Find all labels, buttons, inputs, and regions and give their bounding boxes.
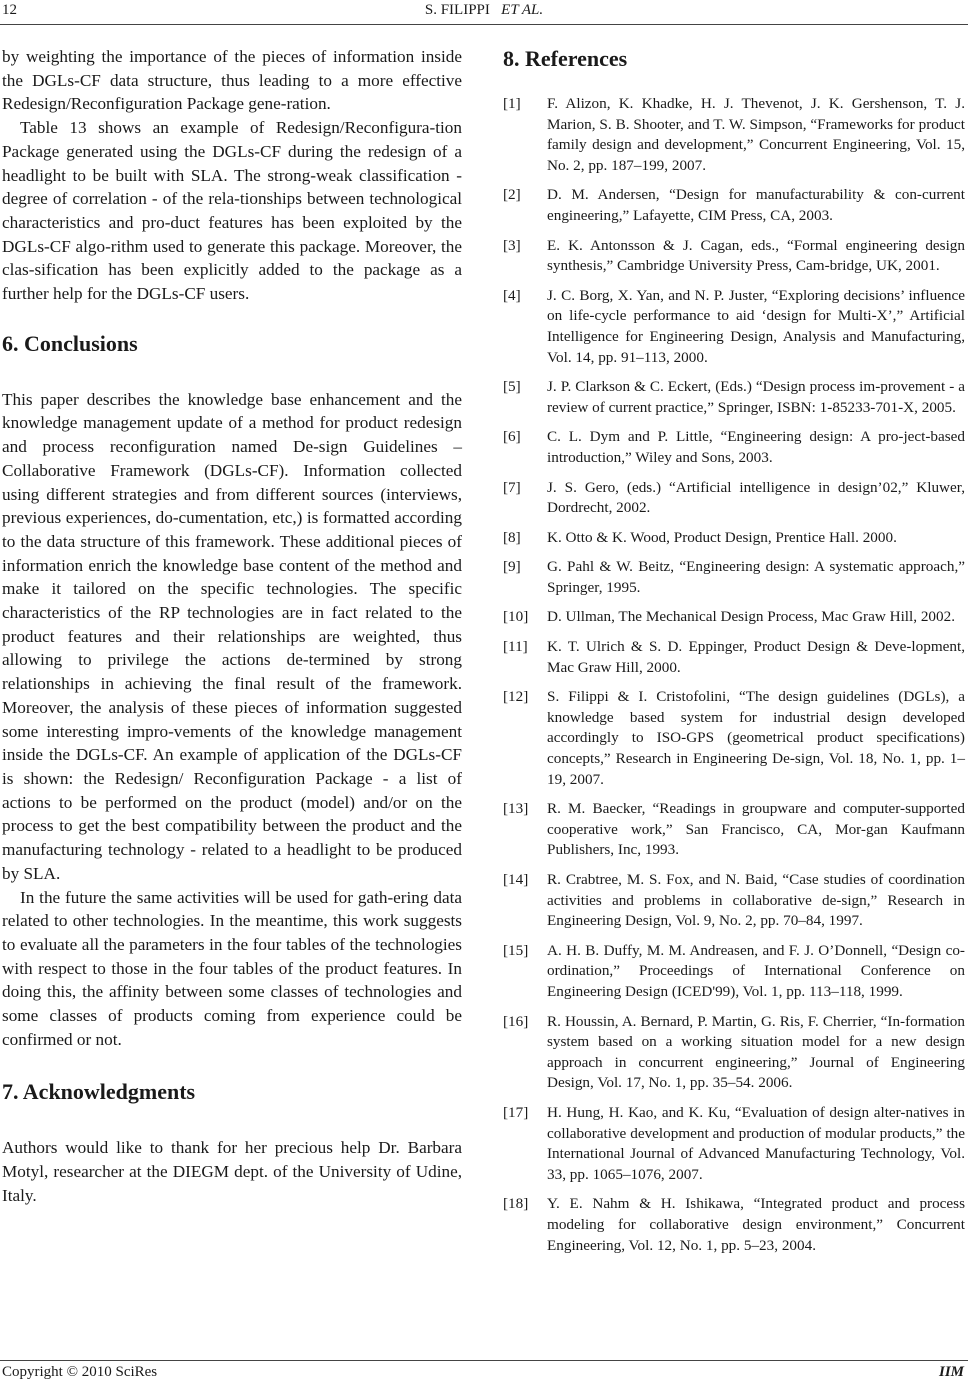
reference-item (503, 185, 965, 226)
reference-text: Y. E. Nahm & H. Ishikawa, “Integrated product and process modeling for collaborative design environment,” Concurrent Engineering, Vol. 12, No. 1, pp. 5–23, 2004. (547, 1195, 965, 1254)
reference-text: F. Alizon, K. Khadke, H. J. Thevenot, J. K. Gershenson, T. J. Marion, S. B. Shooter, and T. W. Simpson, “Frameworks for product family design and development,” Concurrent Engineering, Vol. 15, No. 2, pp. 187–199, 2007. (547, 95, 965, 174)
reference-number: [11] (503, 638, 528, 656)
reference-number: [1] (503, 95, 521, 112)
reference-number: [10] (503, 608, 529, 626)
reference-text: R. M. Baecker, “Readings in groupware and computer-supported cooperative work,” San Francisco, CA, Mor-gan Kaufmann Publishers, Inc, 1993. (547, 800, 965, 859)
reference-text: A. H. B. Duffy, M. M. Andreasen, and F. J. O’Donnell, “Design co-ordination,” Proceedings of International Conference on Engineering Design (ICED'99), Vol. 1, pp. 113–118, 1999. (547, 941, 965, 1000)
conclusions-paragraph-1: This paper describes the knowledge base enhancement and the knowledge management update of a method for product redesign and process reconfiguration named De-sign Guidelines – Collaborative Framework (DGLs-CF). Information collected using different strategies and from different sources (interviews, previous experiences, do-cumentation, etc,) is formatted according to the data structure of this framework. These additional pieces of information enrich the knowledge base content of the method and make it tailored on the specific technologies. The specific characteristics of the RP technologies are in fact related to the product features and their relationships are weighted, thus allowing to privilege the actions de-termined by strong relationships in achieving the final result of the framework. Moreover, the analysis of these pieces of information suggested some interesting impro-vements of the knowledge management inside the DGLs-CF. An example of application of the DGLs-CF is shown: the Redesign/ Reconfiguration Package - a list of actions to be performed on the product (model) and/or on the process to get the best compatibility between the product and the manufacturing technology - related to a headlight to be produced by SLA. (2, 389, 462, 883)
reference-item (503, 607, 965, 628)
reference-number: [12] (503, 688, 529, 706)
reference-number: [7] (503, 478, 521, 496)
reference-text: C. L. Dym and P. Little, “Engineering design: A pro-ject-based introduction,” Wiley and Sons, 2003. (547, 428, 965, 466)
reference-number: [2] (503, 186, 521, 204)
left-column (2, 40, 462, 1208)
reference-item (503, 1194, 965, 1256)
acknowledgments-heading: 7. Acknowledgments (2, 1079, 196, 1105)
reference-text: R. Crabtree, M. S. Fox, and N. Baid, “Case studies of coordination activities and problems in collaborative de-sign,” Research in Engineering Design, Vol. 9, No. 2, pp. 70–84, 1997. (547, 871, 965, 930)
reference-number: [18] (503, 1195, 529, 1213)
reference-item (503, 478, 965, 519)
reference-item (503, 1012, 965, 1094)
reference-number: [6] (503, 428, 521, 446)
reference-number: [15] (503, 941, 529, 959)
reference-number: [17] (503, 1103, 529, 1121)
reference-item (503, 941, 965, 1003)
reference-number: [3] (503, 236, 521, 254)
references-list (503, 94, 965, 1256)
reference-item (503, 286, 965, 368)
reference-item (503, 427, 965, 468)
reference-item (503, 637, 965, 678)
reference-text: J. P. Clarkson & C. Eckert, (Eds.) “Design process im-provement - a review of current practice,” Springer, ISBN: 1-85233-701-X, 2005. (547, 378, 965, 416)
reference-item (503, 377, 965, 418)
reference-text: S. Filippi & I. Cristofolini, “The design guidelines (DGLs), a knowledge based system for industrial design developed accordingly to ISO-GPS (geometrical product specifications) concepts,” Research in Engineering De-sign, Vol. 18, No. 1, pp. 1–19, 2007. (547, 688, 965, 788)
page-footer (0, 1363, 968, 1385)
reference-number: [14] (503, 871, 529, 888)
reference-item (503, 528, 965, 549)
reference-text: K. Otto & K. Wood, Product Design, Prentice Hall. 2000. (547, 528, 897, 546)
reference-item (503, 557, 965, 598)
reference-item (503, 870, 965, 932)
conclusions-paragraph-2: In the future the same activities will be used for gath-ering data related to other technologies. In the meantime, this work suggests to evaluate all the parameters in the four tables of the technologies with respect to those in the four tables of the product features. In doing this, the affinity between some classes of technologies and some classes of products coming from experience could be confirmed or not. (2, 887, 462, 1049)
running-head (0, 2, 968, 19)
reference-item (503, 94, 965, 176)
reference-text: J. S. Gero, (eds.) “Artificial intelligence in design’02,” Kluwer, Dordrecht, 2002. (547, 478, 965, 517)
reference-text: J. C. Borg, X. Yan, and N. P. Juster, “Exploring decisions’ influence on life-cycle performance to aid ‘design for Multi-X’,” Artificial Intelligence for Engineering Design, Analysis and Manufacturing, Vol. 14, pp. 91–113, 2000. (547, 286, 965, 366)
reference-number: [16] (503, 1012, 529, 1030)
right-column (503, 40, 965, 1265)
page-number: 12 (2, 2, 17, 18)
intro-paragraph-1: by weighting the importance of the pieces of information inside the DGLs-CF data structure, thus leading to a more effective Redesign/Reconfiguration Package gene-ration. (2, 47, 462, 114)
reference-number: [8] (503, 528, 521, 546)
intro-paragraph-2: Table 13 shows an example of Redesign/Reconfigura-tion Package generated using the DGLs-CF during the redesign of a headlight to be built with SLA. The strong-weak classification - degree of correlation - of the rela-tionships between technological characteristics and pro-duct features has been exploited by the DGLs-CF algo-rithm used to generate this package. Moreover, the clas-sification has been explicitly added to the package as a further help for the DGLs-CF users. (2, 118, 462, 304)
conclusions-heading: 6. Conclusions (2, 330, 138, 356)
running-head-authors: S. FILIPPI (424, 2, 490, 18)
reference-number: [4] (503, 286, 521, 304)
copyright-notice: Copyright © 2010 SciRes (2, 1364, 158, 1380)
header-divider (0, 24, 968, 25)
reference-text: K. T. Ulrich & S. D. Eppinger, Product Design & Deve-lopment, Mac Graw Hill, 2000. (547, 638, 965, 676)
reference-item (503, 236, 965, 277)
reference-text: G. Pahl & W. Beitz, “Engineering design: A systematic approach,” Springer, 1995. (547, 558, 965, 596)
running-head-etal: ET AL. (501, 2, 544, 18)
reference-text: H. Hung, H. Kao, and K. Ku, “Evaluation of design alter-natives in collaborative development and production of modular products,” the International Journal of Advanced Manufacturing Technology, Vol. 33, pp. 1065–1076, 2007. (547, 1103, 965, 1183)
reference-item (503, 1103, 965, 1185)
reference-item (503, 799, 965, 861)
reference-text: D. M. Andersen, “Design for manufacturability & con-current engineering,” Lafayette, CIM Press, CA, 2003. (547, 186, 965, 224)
reference-number: [9] (503, 558, 521, 576)
reference-text: E. K. Antonsson & J. Cagan, eds., “Formal engineering design synthesis,” Cambridge University Press, Cam-bridge, UK, 2001. (547, 236, 965, 275)
footer-divider (0, 1360, 968, 1361)
acknowledgments-paragraph: Authors would like to thank for her precious help Dr. Barbara Motyl, researcher at the DIEGM dept. of the University of Udine, Italy. (2, 1138, 462, 1205)
reference-text: R. Houssin, A. Bernard, P. Martin, G. Ris, F. Cherrier, “In-formation system based on a working situation model for a new design approach in concurrent engineering,” Journal of Engineering Design, Vol. 17, No. 1, pp. 35–54. 2006. (547, 1012, 965, 1092)
page-header (0, 0, 968, 26)
reference-text: D. Ullman, The Mechanical Design Process, Mac Graw Hill, 2002. (547, 608, 956, 626)
references-heading: 8. References (503, 46, 628, 71)
reference-number: [13] (503, 800, 529, 818)
reference-item (503, 687, 965, 790)
journal-abbrev: IIM (938, 1364, 964, 1380)
reference-number: [5] (503, 378, 521, 396)
